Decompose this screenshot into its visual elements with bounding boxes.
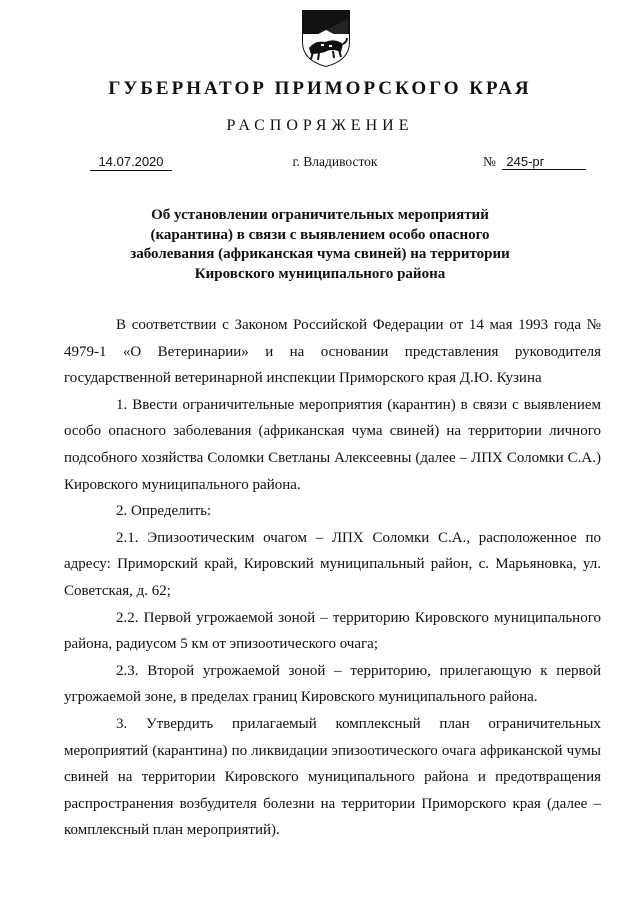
document-date: 14.07.2020 [90, 154, 172, 171]
document-number: 245-рг [502, 154, 586, 170]
document-body [64, 312, 601, 844]
clause-2-2-paragraph: 2.2. Первой угрожаемой зоной – территорию Кировского муниципального района, радиусом 5 км от эпизоотического очага; [64, 609, 601, 653]
number-sign: № [483, 154, 496, 169]
authority-heading: ГУБЕРНАТОР ПРИМОРСКОГО КРАЯ [108, 78, 532, 99]
preamble-paragraph: В соответствии с Законом Российской Федерации от 14 мая 1993 года № 4979-1 «О Ветеринарии» и на основании представления руководителя государственной ветеринарной инспекции Приморского края Д.Ю. Кузина [64, 317, 601, 387]
document-city: г. Владивосток [292, 154, 378, 169]
coat-of-arms-icon [301, 8, 351, 68]
document-type: РАСПОРЯЖЕНИЕ [226, 117, 414, 134]
document-title: Об установлении ограничительных мероприятий (карантина) в связи с выявлением особо опасного заболевания (африканская чума свиней) на территории Кировского муниципального района [130, 207, 510, 282]
clause-2-paragraph: 2. Определить: [116, 503, 212, 520]
clause-2-1-paragraph: 2.1. Эпизоотическим очагом – ЛПХ Соломки С.А., расположенное по адресу: Приморский край, Кировский муниципальный район, с. Марьяновка, ул. Советская, д. 62; [64, 529, 601, 599]
clause-3-paragraph: 3. Утвердить прилагаемый комплексный план ограничительных мероприятий (карантина) по ликвидации эпизоотического очага африканской чумы свиней на территории Кировского муниципального района и предотвращения распространения возбудителя болезни на территории Приморского края (далее – комплексный план мероприятий). [64, 715, 601, 839]
clause-1-paragraph: 1. Ввести ограничительные мероприятия (карантин) в связи с выявлением особо опасного заболевания (африканская чума свиней) на территории личного подсобного хозяйства Соломки Светланы Алексеевны (далее – ЛПХ Соломки С.А.) Кировского муниципального района. [64, 396, 601, 493]
document-number-field [483, 154, 586, 170]
clause-2-3-paragraph: 2.3. Второй угрожаемой зоной – территорию, прилегающую к первой угрожаемой зоне, в пределах границ Кировского муниципального района. [64, 662, 601, 706]
